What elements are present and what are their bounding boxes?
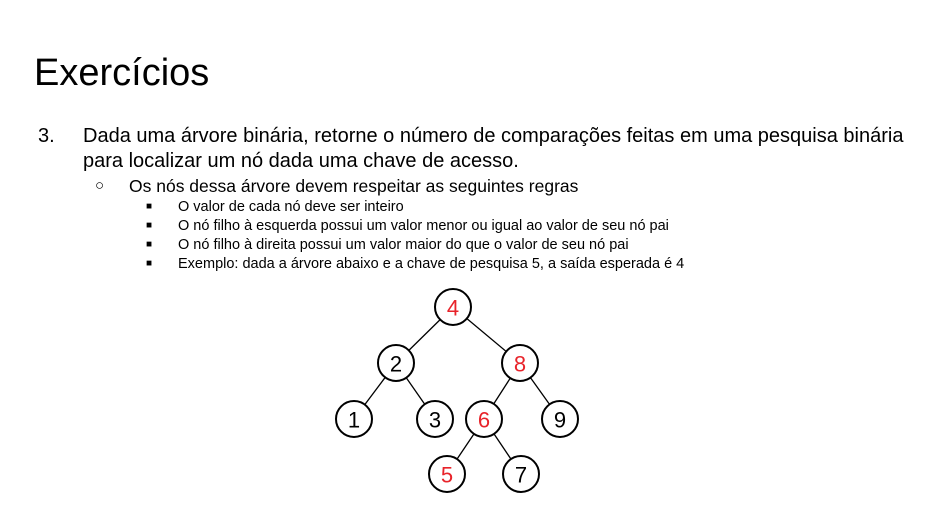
rule-text: Exemplo: dada a árvore abaixo e a chave de pesquisa 5, a saída esperada é 4 bbox=[178, 256, 685, 272]
tree-node bbox=[466, 401, 502, 437]
rule-text: O nó filho à esquerda possui um valor menor ou igual ao valor de seu nó pai bbox=[178, 218, 669, 234]
tree-node-label: 6 bbox=[477, 407, 491, 433]
tree-node-label: 2 bbox=[389, 351, 403, 377]
tree-node bbox=[378, 345, 414, 381]
square-bullet-icon: ■ bbox=[146, 220, 153, 231]
item-number: 3. bbox=[38, 125, 55, 147]
tree-node bbox=[429, 456, 465, 492]
tree-node bbox=[502, 345, 538, 381]
tree-node-label: 8 bbox=[513, 351, 527, 377]
tree-node bbox=[503, 456, 539, 492]
tree-node bbox=[336, 401, 372, 437]
item-text: Dada uma árvore binária, retorne o número de comparações feitas em uma pesquisa binária para localizar um nó dada uma chave de acesso. bbox=[83, 125, 904, 172]
tree-node-label: 4 bbox=[446, 295, 460, 321]
rule-text: O nó filho à direita possui um valor maior do que o valor de seu nó pai bbox=[178, 237, 629, 253]
tree-node-label: 7 bbox=[514, 462, 528, 488]
rule-text: O valor de cada nó deve ser inteiro bbox=[178, 199, 404, 215]
tree-node-label: 5 bbox=[440, 462, 454, 488]
square-bullet-icon: ■ bbox=[146, 239, 153, 250]
square-bullet-icon: ■ bbox=[146, 201, 153, 212]
tree-node bbox=[417, 401, 453, 437]
tree-node-label: 1 bbox=[347, 407, 361, 433]
tree-node bbox=[542, 401, 578, 437]
tree-node bbox=[435, 289, 471, 325]
tree-node-label: 9 bbox=[553, 407, 567, 433]
sub-item-text: Os nós dessa árvore devem respeitar as seguintes regras bbox=[129, 176, 579, 196]
slide-title: Exercícios bbox=[34, 52, 210, 94]
square-bullet-icon: ■ bbox=[146, 258, 153, 269]
hollow-circle-bullet-icon: ○ bbox=[95, 177, 105, 194]
tree-node-label: 3 bbox=[428, 407, 442, 433]
